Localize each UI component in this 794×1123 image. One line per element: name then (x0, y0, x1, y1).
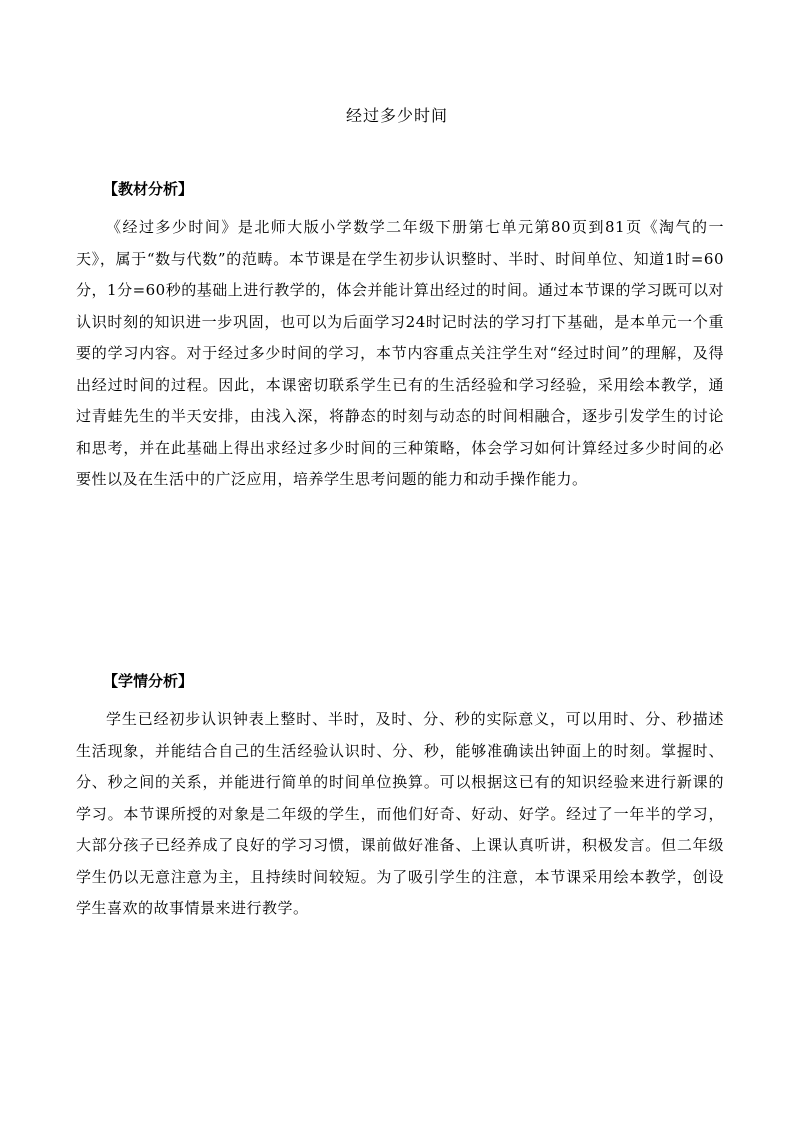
section-paragraph-student-analysis: 学生已经初步认识钟表上整时、半时，及时、分、秒的实际意义，可以用时、分、秒描述生活现象，并能结合自己的生活经验认识时、分、秒，能够准确读出钟面上的时刻。掌握时、分、秒之间的关系，并能进行简单的时间单位换算。可以根据这已有的知识经验来进行新课的学习。本节课所授的对象是二年级的学生，而他们好奇、好动、好学。经过了一年半的学习，大部分孩子已经养成了良好的学习习惯，课前做好准备、上课认真听讲，积极发言。但二年级学生仍以无意注意为主，且持续时间较短。为了吸引学生的注意，本节课采用绘本教学，创设学生喜欢的故事情景来进行教学。 (76, 710, 724, 917)
document-title: 经过多少时间 (345, 106, 448, 125)
section-paragraph-textbook-analysis: 《经过多少时间》是北师大版小学数学二年级下册第七单元第80页到81页《淘气的一天》，属于“数与代数”的范畴。本节课是在学生初步认识整时、半时、时间单位、知道1时=60分，1分=60秒的基础上进行教学的，体会并能计算出经过的时间。通过本节课的学习既可以对认识时刻的知识进一步巩固，也可以为后面学习24时记时法的学习打下基础，是本单元一个重要的学习内容。对于经过多少时间的学习，本节内容重点关注学生对“经过时间”的理解，及得出经过时间的过程。因此，本课密切联系学生已有的生活经验和学习经验，采用绘本教学，通过青蛙先生的半天安排，由浅入深，将静态的时刻与动态的时间相融合，逐步引发学生的讨论和思考，并在此基础上得出求经过多少时间的三种策略，体会学习如何计算经过多少时间的必要性以及在生活中的广泛应用，培养学生思考问题的能力和动手操作能力。 (76, 218, 724, 488)
section-heading-textbook-analysis: 【教材分析】 (103, 180, 194, 198)
section-heading-student-analysis: 【学情分析】 (103, 672, 194, 690)
